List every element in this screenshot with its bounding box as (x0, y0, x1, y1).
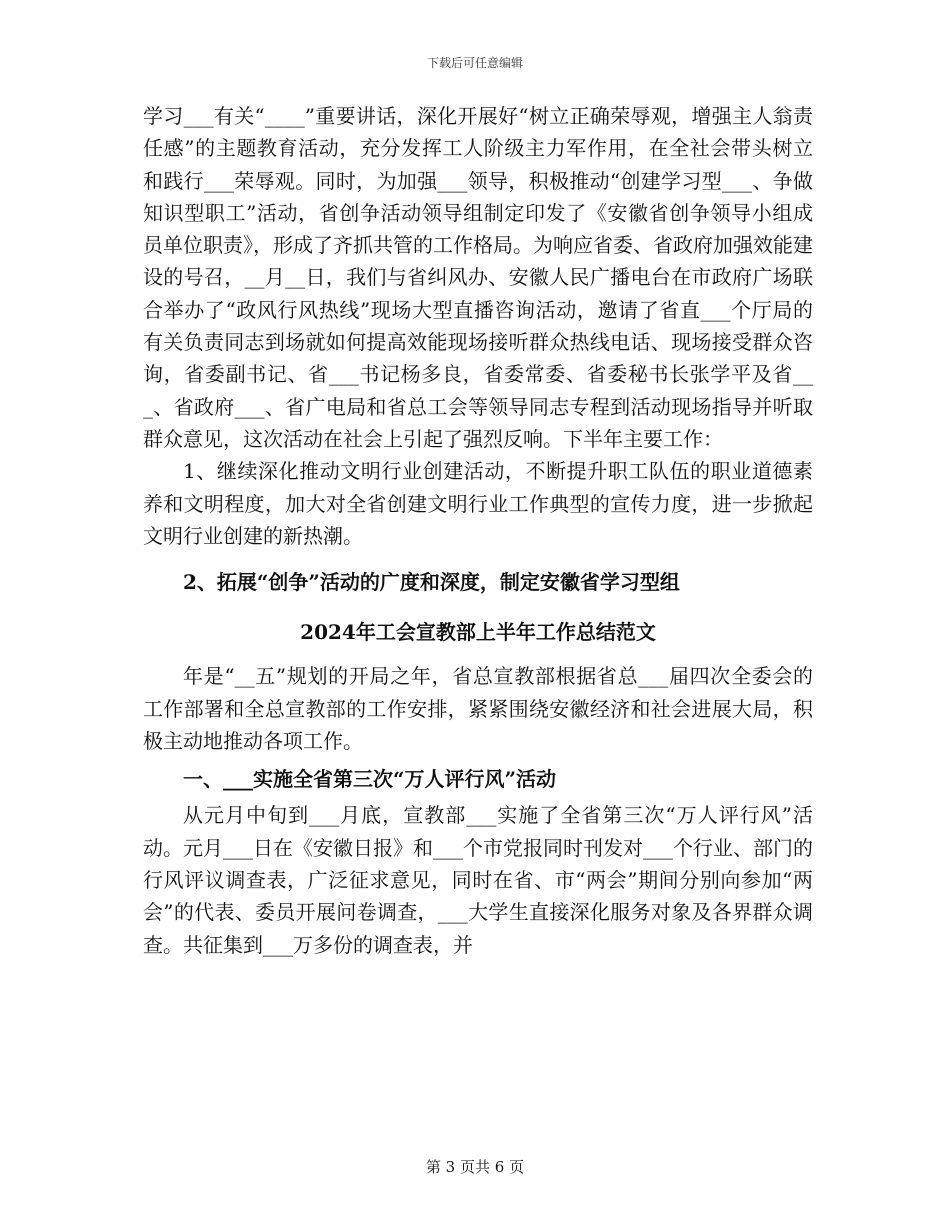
paragraph-continued: 学习___有关“____”重要讲话，深化开展好“树立正确荣辱观，增强主人翁责任感”的主题教育活动，充分发挥工人阶级主力军作用，在全社会带头树立和践行___荣辱观。同时，为加强___领导，积极推动“创建学习型___、争做知识型职工”活动，省创争活动领导组制定印发了《安徽省创争领导小组成员单位职责》，形成了齐抓共管的工作格局。为响应省委、省政府加强效能建设的号召，__月__日，我们与省纠风办、安徽人民广播电台在市政府广场联合举办了“政风行风热线”现场大型直播咨询活动，邀请了省直___个厅局的有关负责同志到场就如何提高效能现场接听群众热线电话、现场接受群众咨询，省委副书记、省___书记杨多良，省委常委、省委秘书长张学平及省___、省政府___、省广电局和省总工会等领导同志专程到活动现场指导并听取群众意见，这次活动在社会上引起了强烈反响。下半年主要工作： (143, 104, 813, 451)
list-item-1: 1、继续深化推动文明行业创建活动，不断提升职工队伍的职业道德素养和文明程度，加大对全省创建文明行业工作典型的宣传力度，进一步掀起文明行业创建的新热潮。 (143, 459, 813, 548)
page-header-note: 下载后可任意编辑 (426, 56, 523, 70)
document-body (143, 100, 813, 961)
section-heading-1: 一、___实施全省第三次“万人评行风”活动 (183, 767, 557, 792)
list-item-2: 2、拓展“创争”活动的广度和深度，制定安徽省学习型组 (183, 570, 680, 595)
page-indicator: 第 3 页共 6 页 (425, 1158, 525, 1176)
intro-paragraph: 年是“__五”规划的开局之年，省总宣教部根据省总___届四次全委会的工作部署和全总宣教部的工作安排，紧紧围绕安徽经济和社会进展大局，积极主动地推动各项工作。 (143, 664, 813, 754)
section-1-paragraph: 从元月中旬到___月底，宣教部___实施了全省第三次“万人评行风”活动。元月___日在《安徽日报》和___个市党报同时刊发对___个行业、部门的行风评议调查表，广泛征求意见，同时在省、市“两会”期间分别向参加“两会”的代表、委员开展问卷调查，___大学生直接深化服务对象及各界群众调查。共征集到___万多份的调查表，并 (143, 803, 813, 957)
document-title: 2024年工会宣教部上半年工作总结范文 (300, 620, 656, 645)
